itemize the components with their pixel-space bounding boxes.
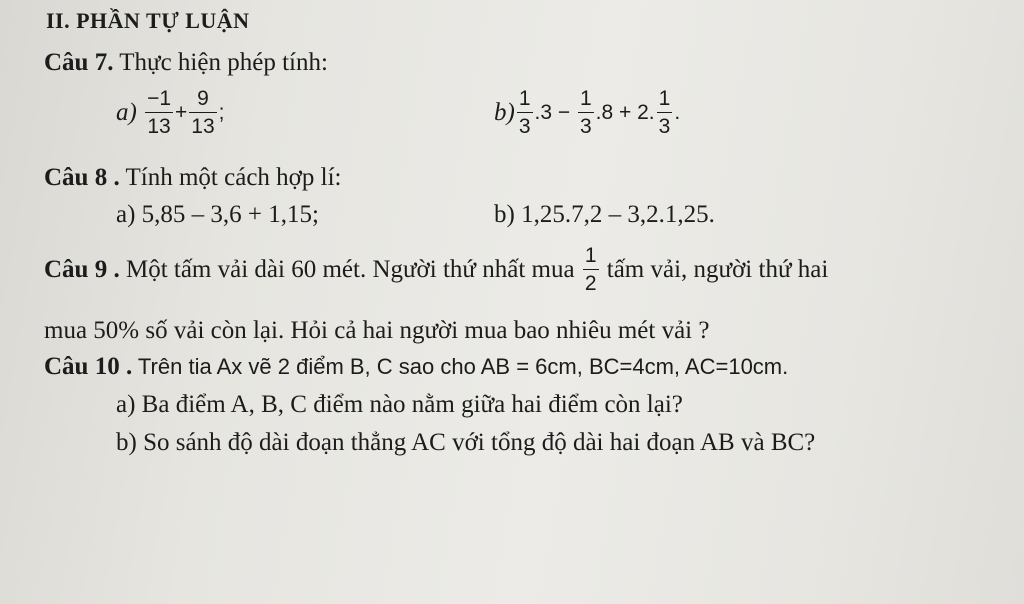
question-7-heading bbox=[44, 50, 328, 75]
question-7a-expression bbox=[116, 88, 225, 137]
question-10-label: Câu 10 . bbox=[44, 353, 133, 380]
question-10-heading bbox=[44, 354, 788, 379]
question-9-line-2: mua 50% số vải còn lại. Hỏi cả hai người mua bao nhiêu mét vải ? bbox=[44, 317, 710, 344]
question-7b-expression bbox=[494, 88, 680, 137]
question-7b-label: b) bbox=[494, 99, 515, 126]
fraction-7b-2: $\frac{1}{3}$ bbox=[579, 87, 592, 138]
question-8b: b) 1,25.7,2 – 3,2.1,25. bbox=[494, 201, 715, 228]
plus-sign: + bbox=[175, 101, 188, 124]
question-9-text-before: Một tấm vải dài 60 mét. Người thứ nhất mua bbox=[119, 256, 581, 283]
question-7a-label: a) bbox=[116, 99, 137, 126]
question-8-heading bbox=[44, 165, 341, 190]
semicolon: ; bbox=[218, 101, 225, 124]
question-8-label: Câu 8 . bbox=[44, 164, 120, 191]
question-8a: a) 5,85 – 3,6 + 1,15; bbox=[116, 201, 319, 228]
question-9-text-after: tấm vải, người thứ hai bbox=[600, 256, 829, 283]
question-10-text: Trên tia Ax vẽ 2 điểm B, C sao cho bbox=[132, 354, 481, 379]
fraction-one-half: $\frac{1}{2}$ bbox=[584, 244, 597, 295]
expr-end: . bbox=[674, 101, 681, 124]
fraction-7b-3: $\frac{1}{3}$ bbox=[658, 87, 671, 138]
question-7-text: Thực hiện phép tính: bbox=[113, 49, 328, 76]
expr-part-1: .3 − bbox=[534, 101, 576, 124]
question-10a: a) Ba điểm A, B, C điểm nào nằm giữa hai điểm còn lại? bbox=[116, 391, 683, 418]
expr-part-2: .8 + 2. bbox=[595, 101, 655, 124]
question-9-label: Câu 9 . bbox=[44, 256, 120, 283]
question-8-text: Tính một cách hợp lí: bbox=[119, 164, 342, 191]
fraction-7a-1: $\frac{-1}{13}$ bbox=[147, 87, 172, 138]
fraction-7b-1: $\frac{1}{3}$ bbox=[518, 87, 531, 138]
fraction-7a-2: $\frac{9}{13}$ bbox=[191, 87, 215, 138]
question-7-label: Câu 7. bbox=[44, 49, 114, 76]
question-10-math: AB = 6cm, BC=4cm, AC=10cm. bbox=[480, 354, 789, 379]
question-10b: b) So sánh độ dài đoạn thẳng AC với tổng độ dài hai đoạn AB và BC? bbox=[116, 429, 816, 456]
section-title: II. PHẦN TỰ LUẬN bbox=[46, 8, 250, 33]
question-9-line-1 bbox=[44, 245, 828, 294]
